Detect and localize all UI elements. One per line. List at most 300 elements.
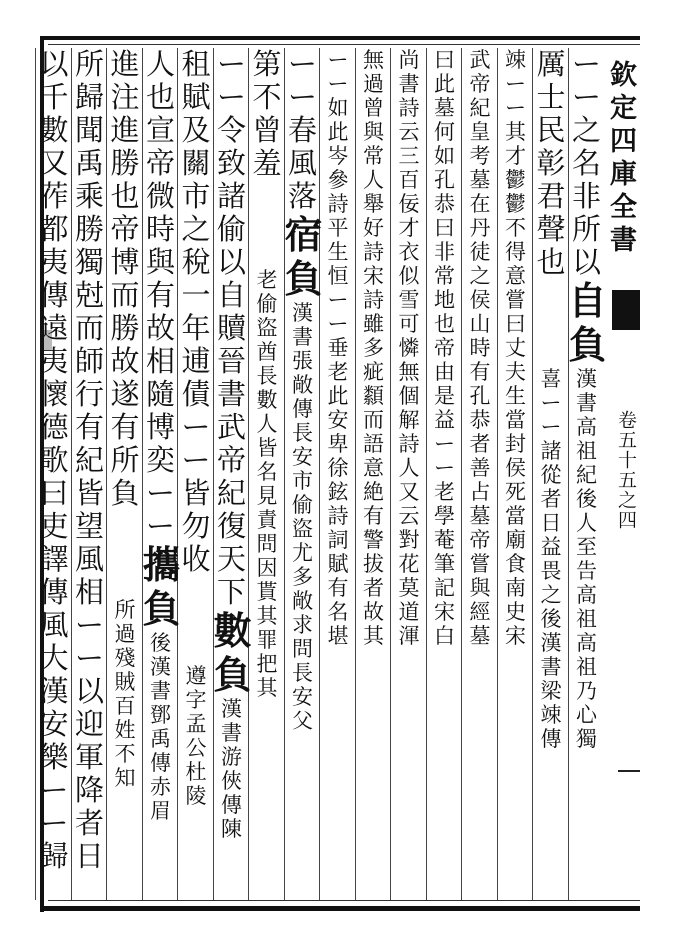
annotation-character: 老	[256, 268, 278, 292]
text-character: 故	[145, 311, 175, 345]
annotation-character: 疵	[363, 360, 384, 384]
annotation-character: 漢	[576, 367, 597, 391]
annotation-character: ー	[505, 72, 526, 96]
annotation-character: ー	[327, 72, 349, 96]
annotation-character: 佞	[398, 192, 420, 216]
annotation-character: 常	[363, 144, 384, 168]
text-character: 年	[181, 311, 211, 345]
annotation-character: 傳	[540, 727, 562, 751]
text-character: ー	[287, 80, 317, 114]
annotation-character: 好	[363, 216, 384, 240]
annotation-character: 云	[398, 120, 420, 144]
annotation-character: 垂	[327, 336, 349, 360]
text-character: ー	[571, 47, 601, 81]
annotation-character: 岑	[327, 144, 349, 168]
annotation-character: 問	[292, 637, 313, 661]
annotation-character: 不	[114, 742, 136, 766]
annotation-character: 偷	[256, 292, 278, 316]
annotation-character: 曰	[505, 312, 526, 336]
text-character: 皆	[181, 476, 211, 510]
annotation-character: 後	[576, 487, 597, 511]
annotation-character: 占	[469, 480, 491, 504]
text-character: 者	[74, 806, 104, 840]
text-character: 樂	[39, 740, 69, 774]
text-column	[249, 48, 285, 900]
annotation-character: 乃	[576, 679, 597, 703]
annotation-character: 如	[327, 96, 349, 120]
annotation-character: 鄧	[150, 703, 171, 727]
text-column	[107, 48, 143, 900]
annotation-character: 書	[398, 72, 420, 96]
annotation-character: 警	[363, 528, 384, 552]
text-character: 彰	[536, 146, 566, 180]
annotation-character: 非	[434, 240, 455, 264]
text-character: 禹	[74, 146, 104, 180]
annotation-character: 詩	[398, 96, 420, 120]
annotation-character: 孔	[469, 384, 491, 408]
text-character: 以	[571, 245, 601, 279]
annotation-character: 竦	[540, 703, 562, 727]
annotation-character: 尚	[398, 48, 420, 72]
text-character: 而	[74, 311, 104, 345]
text-character: 書	[216, 377, 246, 411]
heading-character: 負	[568, 322, 607, 367]
text-character: 有	[145, 278, 175, 312]
text-character: 吏	[39, 509, 69, 543]
text-character: 曰	[39, 476, 69, 510]
annotation-character: 喜	[540, 367, 562, 391]
annotation-character: 才	[505, 144, 526, 168]
annotation-character: 尤	[292, 541, 313, 565]
annotation-character: 對	[398, 528, 420, 552]
annotation-character: 詩	[327, 192, 349, 216]
annotation-character: 絶	[363, 480, 384, 504]
text-column	[498, 48, 534, 900]
text-character: 有	[74, 410, 104, 444]
text-character: 武	[216, 410, 246, 444]
annotation-character: 安	[292, 685, 313, 709]
annotation-character: ー	[540, 415, 562, 439]
annotation-character: 無	[363, 48, 384, 72]
annotation-character: 墓	[469, 504, 491, 528]
text-character: 安	[39, 707, 69, 741]
text-character: 千	[39, 80, 69, 114]
annotation-character: 筆	[434, 552, 455, 576]
text-character: ー	[216, 47, 246, 81]
text-column	[178, 48, 214, 900]
annotation-character: 漢	[292, 301, 313, 325]
text-character: 諸	[216, 179, 246, 213]
annotation-character: 高	[576, 631, 597, 655]
text-character: 厲	[536, 47, 566, 81]
text-character: 復	[216, 509, 246, 543]
annotation-character: 徒	[469, 240, 491, 264]
annotation-character: 之	[469, 264, 491, 288]
heading-character	[107, 510, 143, 554]
text-character: 德	[39, 410, 69, 444]
annotation-character: 與	[469, 576, 491, 600]
text-character: 贖	[216, 311, 246, 345]
text-character: 漢	[39, 674, 69, 708]
text-character: 自	[216, 278, 246, 312]
text-character: 租	[181, 47, 211, 81]
annotation-character: 參	[327, 168, 349, 192]
heading-character: 數	[213, 608, 252, 653]
annotation-character: 多	[363, 336, 384, 360]
annotation-character: ー	[434, 456, 455, 480]
annotation-character: 故	[363, 600, 384, 624]
annotation-character: 賦	[327, 552, 349, 576]
annotation-character: 丈	[505, 336, 526, 360]
text-column	[214, 48, 250, 900]
annotation-character: 游	[221, 745, 242, 769]
heading-character: 負	[284, 256, 323, 301]
text-character: 帝	[110, 212, 140, 246]
text-character: 進	[110, 47, 140, 81]
text-character: 博	[110, 245, 140, 279]
annotation-character: 傳	[150, 751, 171, 775]
text-character: 皆	[74, 476, 104, 510]
text-character: 也	[110, 179, 140, 213]
text-character: 與	[145, 245, 175, 279]
annotation-character: 墓	[434, 96, 455, 120]
text-character: 令	[216, 113, 246, 147]
text-character: 獨	[74, 245, 104, 279]
annotation-character: 者	[469, 432, 491, 456]
annotation-character: 常	[434, 264, 455, 288]
text-column	[356, 48, 392, 900]
annotation-character: 長	[292, 421, 313, 445]
annotation-character: 史	[505, 600, 526, 624]
text-character: 軍	[74, 740, 104, 774]
heading-character: 宿	[284, 212, 323, 257]
annotation-character: 詩	[398, 432, 420, 456]
annotation-character: 見	[256, 484, 278, 508]
annotation-character: 在	[469, 192, 491, 216]
text-character: 晉	[216, 344, 246, 378]
annotation-character: 也	[434, 312, 455, 336]
annotation-character: 詩	[363, 240, 384, 264]
text-character: 民	[536, 113, 566, 147]
annotation-character: 畏	[540, 559, 562, 583]
text-character: 莋	[39, 179, 69, 213]
annotation-character: 生	[327, 240, 349, 264]
annotation-character: 又	[398, 480, 420, 504]
annotation-character: 人	[363, 168, 384, 192]
text-column	[427, 48, 463, 900]
text-character: 春	[287, 113, 317, 147]
annotation-character: 侯	[505, 456, 526, 480]
annotation-character: 纇	[363, 384, 384, 408]
text-character: 譯	[39, 542, 69, 576]
text-character: 隨	[145, 377, 175, 411]
text-character: 風	[287, 146, 317, 180]
text-character: 名	[571, 146, 601, 180]
text-character: 奕	[145, 443, 175, 477]
annotation-character: 曰	[434, 216, 455, 240]
annotation-character: 三	[398, 144, 420, 168]
annotation-character: 後	[540, 607, 562, 631]
annotation-character: 拔	[363, 552, 384, 576]
annotation-character: 鬱	[505, 168, 526, 192]
annotation-character: 皆	[256, 436, 278, 460]
annotation-character: 恭	[434, 192, 455, 216]
text-character: 尅	[74, 278, 104, 312]
text-character: ー	[216, 80, 246, 114]
annotation-character: 高	[576, 415, 597, 439]
text-character: 聲	[536, 212, 566, 246]
annotation-character: 字	[185, 688, 207, 712]
text-character: ー	[571, 80, 601, 114]
annotation-character: 渾	[398, 624, 420, 648]
frame-top-border	[40, 36, 640, 40]
frame-inner-bottom-border	[48, 900, 640, 901]
text-character: 行	[74, 377, 104, 411]
annotation-character: 祖	[576, 655, 597, 679]
text-character: 乘	[74, 179, 104, 213]
annotation-character: 者	[540, 487, 562, 511]
annotation-character: 意	[363, 456, 384, 480]
text-character: 所	[74, 47, 104, 81]
annotation-character: 經	[469, 600, 491, 624]
annotation-character: 與	[363, 120, 384, 144]
text-character: 又	[39, 146, 69, 180]
text-character: ー	[39, 806, 69, 840]
text-character: 一	[181, 278, 211, 312]
annotation-character: 時	[469, 336, 491, 360]
text-character: 數	[39, 113, 69, 147]
annotation-character: 書	[292, 325, 313, 349]
annotation-character: 紀	[469, 96, 491, 120]
text-character: 偷	[216, 212, 246, 246]
annotation-character: ー	[327, 288, 349, 312]
text-character: 之	[571, 113, 601, 147]
annotation-character: 生	[505, 384, 526, 408]
annotation-character: 何	[434, 120, 455, 144]
text-character: 紀	[74, 443, 104, 477]
annotation-character: 竦	[505, 48, 526, 72]
book-title: 欽定四庫全書	[605, 60, 636, 258]
frame-inner-top-border	[48, 44, 640, 45]
text-column	[285, 48, 321, 900]
annotation-character: 所	[114, 598, 136, 622]
text-character: 降	[74, 773, 104, 807]
text-character: 天	[216, 542, 246, 576]
annotation-character: 有	[469, 360, 491, 384]
annotation-character: 墓	[469, 624, 491, 648]
text-column	[143, 48, 179, 900]
text-character: 風	[74, 542, 104, 576]
annotation-character: 偷	[292, 493, 313, 517]
annotation-character: 當	[505, 504, 526, 528]
annotation-character: 無	[398, 360, 420, 384]
annotation-character: 老	[327, 360, 349, 384]
annotation-character: 酋	[256, 340, 278, 364]
annotation-character: 才	[398, 216, 420, 240]
annotation-character: 鉉	[327, 480, 349, 504]
annotation-character: 貰	[256, 580, 278, 604]
text-character: 歸	[39, 839, 69, 873]
annotation-character: 漢	[221, 697, 242, 721]
annotation-character: 問	[256, 532, 278, 556]
annotation-character: 云	[398, 504, 420, 528]
annotation-character: 日	[540, 511, 562, 535]
annotation-character: 紀	[576, 463, 597, 487]
annotation-character: 父	[292, 709, 313, 733]
text-character: 收	[181, 542, 211, 576]
annotation-character: 書	[150, 679, 171, 703]
frame-bottom-border	[40, 906, 640, 911]
heading-character: 攜	[142, 542, 181, 587]
annotation-character: 而	[363, 408, 384, 432]
annotation-character: 書	[540, 655, 562, 679]
annotation-character: 告	[576, 559, 597, 583]
text-character: 歸	[74, 80, 104, 114]
text-character: 士	[536, 80, 566, 114]
page-edge	[648, 0, 675, 948]
annotation-character: 此	[434, 72, 455, 96]
text-character: 之	[181, 212, 211, 246]
text-character: 勝	[110, 311, 140, 345]
annotation-character: 嘗	[505, 288, 526, 312]
text-character: 人	[145, 47, 175, 81]
annotation-character: 記	[434, 576, 455, 600]
annotation-character: 學	[434, 504, 455, 528]
text-character: 以	[216, 245, 246, 279]
text-character: 夷	[39, 344, 69, 378]
annotation-character: 個	[398, 384, 420, 408]
text-character: 所	[571, 212, 601, 246]
annotation-character: 廟	[505, 528, 526, 552]
annotation-character: 不	[505, 216, 526, 240]
text-character: 傳	[39, 575, 69, 609]
annotation-character: 曾	[363, 96, 384, 120]
text-character: 博	[145, 410, 175, 444]
heading-character	[178, 576, 214, 620]
text-character: 傳	[39, 278, 69, 312]
annotation-character: 書	[221, 721, 242, 745]
text-character: 宣	[145, 113, 175, 147]
annotation-character: 菴	[434, 528, 455, 552]
text-character: ー	[145, 509, 175, 543]
annotation-character: 可	[398, 312, 420, 336]
heading-character	[249, 224, 285, 268]
annotation-character: 責	[256, 508, 278, 532]
annotation-character: 人	[398, 456, 420, 480]
annotation-character: 傳	[292, 397, 313, 421]
annotation-character: 雖	[363, 312, 384, 336]
text-character: 歌	[39, 443, 69, 477]
annotation-character: 似	[398, 264, 420, 288]
text-character: 望	[74, 509, 104, 543]
heading-character	[249, 180, 285, 224]
annotation-character: 百	[398, 168, 420, 192]
annotation-character: 賊	[114, 670, 136, 694]
annotation-character: 當	[505, 408, 526, 432]
annotation-character: 過	[114, 622, 136, 646]
annotation-character: 墓	[469, 168, 491, 192]
heading-character: 負	[213, 652, 252, 697]
annotation-character: 梁	[540, 679, 562, 703]
text-character: ー	[145, 476, 175, 510]
annotation-character: 多	[292, 565, 313, 589]
annotation-character: 解	[398, 408, 420, 432]
annotation-character: 由	[434, 360, 455, 384]
text-character: ー	[74, 641, 104, 675]
annotation-character: 市	[292, 469, 313, 493]
annotation-character: 因	[256, 556, 278, 580]
text-character: 也	[536, 245, 566, 279]
annotation-character: 公	[185, 736, 207, 760]
annotation-character: 名	[327, 600, 349, 624]
annotation-character: 曰	[434, 48, 455, 72]
annotation-character: 帝	[469, 72, 491, 96]
annotation-character: 宋	[363, 264, 384, 288]
text-character: 大	[39, 641, 69, 675]
annotation-character: 南	[505, 576, 526, 600]
text-character: ー	[39, 773, 69, 807]
text-character: 賦	[181, 80, 211, 114]
annotation-character: 封	[505, 432, 526, 456]
annotation-character: 知	[114, 766, 136, 790]
text-character: 不	[252, 80, 282, 114]
text-character: 第	[252, 47, 282, 81]
text-character: 遂	[110, 377, 140, 411]
text-character: 以	[74, 674, 104, 708]
annotation-character: 武	[469, 48, 491, 72]
annotation-character: 死	[505, 480, 526, 504]
annotation-character: 夫	[505, 360, 526, 384]
annotation-character: 人	[256, 412, 278, 436]
annotation-character: 鬱	[505, 192, 526, 216]
annotation-character: 諸	[540, 439, 562, 463]
annotation-character: 盜	[256, 316, 278, 340]
annotation-character: 數	[256, 388, 278, 412]
text-character: 關	[181, 146, 211, 180]
text-character: 及	[181, 113, 211, 147]
text-column	[72, 48, 108, 900]
annotation-character: 赤	[150, 775, 171, 799]
annotation-character: 此	[327, 120, 349, 144]
text-character: 師	[74, 344, 104, 378]
text-character: 所	[110, 443, 140, 477]
annotation-character: 卑	[327, 432, 349, 456]
annotation-character: 罪	[256, 628, 278, 652]
text-character: 勝	[74, 212, 104, 246]
annotation-character: 白	[434, 624, 455, 648]
text-character: ー	[74, 608, 104, 642]
column-rule	[35, 48, 36, 900]
text-character: 故	[110, 344, 140, 378]
annotation-character: 地	[434, 288, 455, 312]
text-column	[36, 48, 72, 900]
annotation-character: 丹	[469, 216, 491, 240]
annotation-character: 雪	[398, 288, 420, 312]
annotation-character: 山	[469, 312, 491, 336]
annotation-character: 其	[256, 676, 278, 700]
text-character: 市	[181, 179, 211, 213]
annotation-character: 陳	[221, 817, 242, 841]
text-character: 風	[39, 608, 69, 642]
heading-character	[178, 620, 214, 664]
annotation-character: 有	[363, 504, 384, 528]
text-character: 聞	[74, 113, 104, 147]
text-character: 紀	[216, 476, 246, 510]
annotation-character: 高	[576, 583, 597, 607]
text-character: 有	[110, 410, 140, 444]
annotation-character: 祖	[576, 607, 597, 631]
annotation-character: 俠	[221, 769, 242, 793]
